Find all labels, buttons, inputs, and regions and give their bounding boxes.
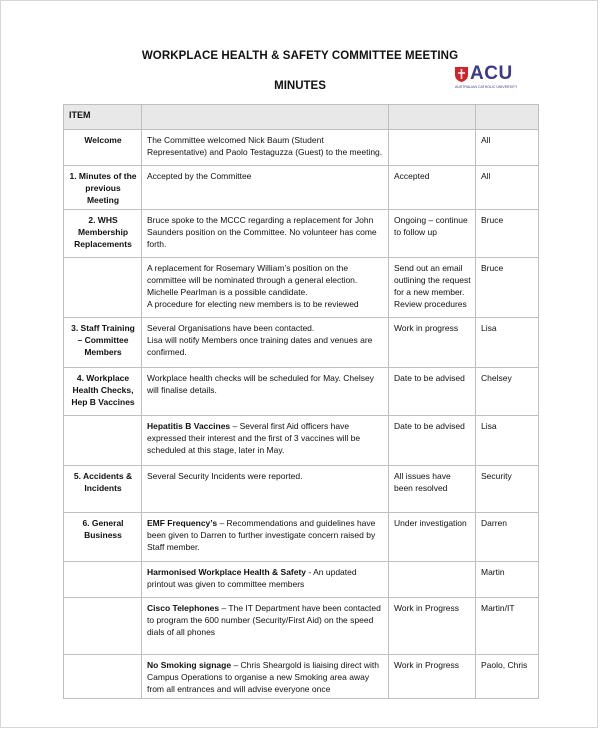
row-item: 3. Staff Training – Committee Members (64, 318, 142, 368)
row-outcome: Under investigation (389, 513, 476, 562)
row-discussion-text: Bruce spoke to the MCCC regarding a replacement for John Saunders position on the Committee. No volunteer has come forth. (147, 215, 377, 249)
row-outcome: Date to be advised (389, 368, 476, 416)
row-discussion (142, 210, 389, 258)
table-row (64, 416, 539, 466)
row-discussion-text: The Committee welcomed Nick Baum (Student Representative) and Paolo Testaguzza (Guest) to the meeting. (147, 135, 383, 157)
row-lead: EMF Frequency’s (147, 518, 218, 528)
row-outcome: Date to be advised (389, 416, 476, 466)
row-discussion-text: Several Security Incidents were reported. (147, 471, 303, 481)
logo-subtext: AUSTRALIAN CATHOLIC UNIVERSITY (455, 85, 518, 89)
row-item: 1. Minutes of the previous Meeting (64, 166, 142, 210)
row-discussion-text: Workplace health checks will be scheduled for May. Chelsey will finalise details. (147, 373, 374, 395)
row-item: 4. Workplace Health Checks, Hep B Vaccines (64, 368, 142, 416)
row-discussion (142, 258, 389, 318)
row-outcome: All issues have been resolved (389, 466, 476, 513)
row-outcome: Ongoing – continue to follow up (389, 210, 476, 258)
row-responsible: Martin/IT (476, 598, 539, 655)
acu-logo (455, 64, 525, 92)
header-outcome (389, 105, 476, 130)
row-item: 5. Accidents & Incidents (64, 466, 142, 513)
row-responsible: All (476, 166, 539, 210)
row-lead: Cisco Telephones (147, 603, 220, 613)
row-discussion-text: – Chris Sheargold is liaising direct with Campus Operations to organise a new Smoking area away from all entrances and will advise everyone once (147, 660, 379, 694)
table-row (64, 562, 539, 598)
row-discussion-text: A replacement for Rosemary William’s position on the committee will be nominated through a general election. Michelle Pearlman is a possible candidate. A procedure for electing new members is to be reviewed (147, 263, 359, 309)
row-lead: Harmonised Workplace Health & Safety (147, 567, 307, 577)
header-item: ITEM (64, 105, 142, 130)
row-discussion-text: – Recommendations and guidelines have been given to Darren to further investigate concern raised by Staff member. (147, 518, 376, 552)
shield-icon (455, 67, 468, 82)
row-outcome: Accepted (389, 166, 476, 210)
row-responsible: All (476, 130, 539, 166)
row-discussion-text: – Several first Aid officers have expressed their interest and the first of 3 vaccines will be scheduled at this stage, later in May. (147, 421, 361, 455)
row-discussion (142, 655, 389, 699)
row-discussion-text: Several Organisations have been contacted. Lisa will notify Members once training dates and venues are confirmed. (147, 323, 373, 357)
table-row (64, 210, 539, 258)
row-responsible: Security (476, 466, 539, 513)
table-row (64, 166, 539, 210)
table-header-row (64, 105, 539, 130)
row-responsible: Chelsey (476, 368, 539, 416)
row-item (64, 598, 142, 655)
document-subtitle: MINUTES (274, 80, 326, 92)
row-outcome (389, 562, 476, 598)
table-row (64, 513, 539, 562)
row-discussion-text: Accepted by the Committee (147, 171, 252, 181)
table-row (64, 258, 539, 318)
row-item: 6. General Business (64, 513, 142, 562)
row-discussion (142, 598, 389, 655)
minutes-table (63, 104, 539, 699)
table-row (64, 318, 539, 368)
row-lead: No Smoking signage (147, 660, 232, 670)
row-item (64, 258, 142, 318)
row-outcome: Work in Progress (389, 655, 476, 699)
row-discussion (142, 513, 389, 562)
row-item: 2. WHS Membership Replacements (64, 210, 142, 258)
row-discussion (142, 368, 389, 416)
row-outcome: Work in progress (389, 318, 476, 368)
table-row (64, 466, 539, 513)
logo-text: ACU (470, 63, 513, 84)
row-discussion (142, 130, 389, 166)
row-discussion (142, 466, 389, 513)
table-row (64, 130, 539, 166)
row-discussion-text: – The IT Department have been contacted to program the 600 number (Security/First Aid) on the speed dials of all phones (147, 603, 381, 637)
row-responsible: Bruce (476, 210, 539, 258)
row-outcome (389, 130, 476, 166)
row-responsible: Lisa (476, 416, 539, 466)
row-discussion (142, 562, 389, 598)
table-row (64, 598, 539, 655)
header-discussion (142, 105, 389, 130)
row-item (64, 562, 142, 598)
row-discussion (142, 416, 389, 466)
row-discussion-text: - An updated printout was given to committee members (147, 567, 357, 589)
row-item: Welcome (64, 130, 142, 166)
document-title: WORKPLACE HEALTH & SAFETY COMMITTEE MEETING (141, 50, 459, 62)
row-responsible: Bruce (476, 258, 539, 318)
row-responsible: Martin (476, 562, 539, 598)
header-responsible (476, 105, 539, 130)
row-responsible: Paolo, Chris (476, 655, 539, 699)
row-lead: Hepatitis B Vaccines (147, 421, 231, 431)
row-outcome: Work in Progress (389, 598, 476, 655)
row-responsible: Lisa (476, 318, 539, 368)
row-responsible: Darren (476, 513, 539, 562)
row-outcome: Send out an email outlining the request for a new member. Review procedures (389, 258, 476, 318)
row-discussion (142, 166, 389, 210)
row-item (64, 655, 142, 699)
table-row (64, 655, 539, 699)
row-discussion (142, 318, 389, 368)
row-item (64, 416, 142, 466)
table-row (64, 368, 539, 416)
